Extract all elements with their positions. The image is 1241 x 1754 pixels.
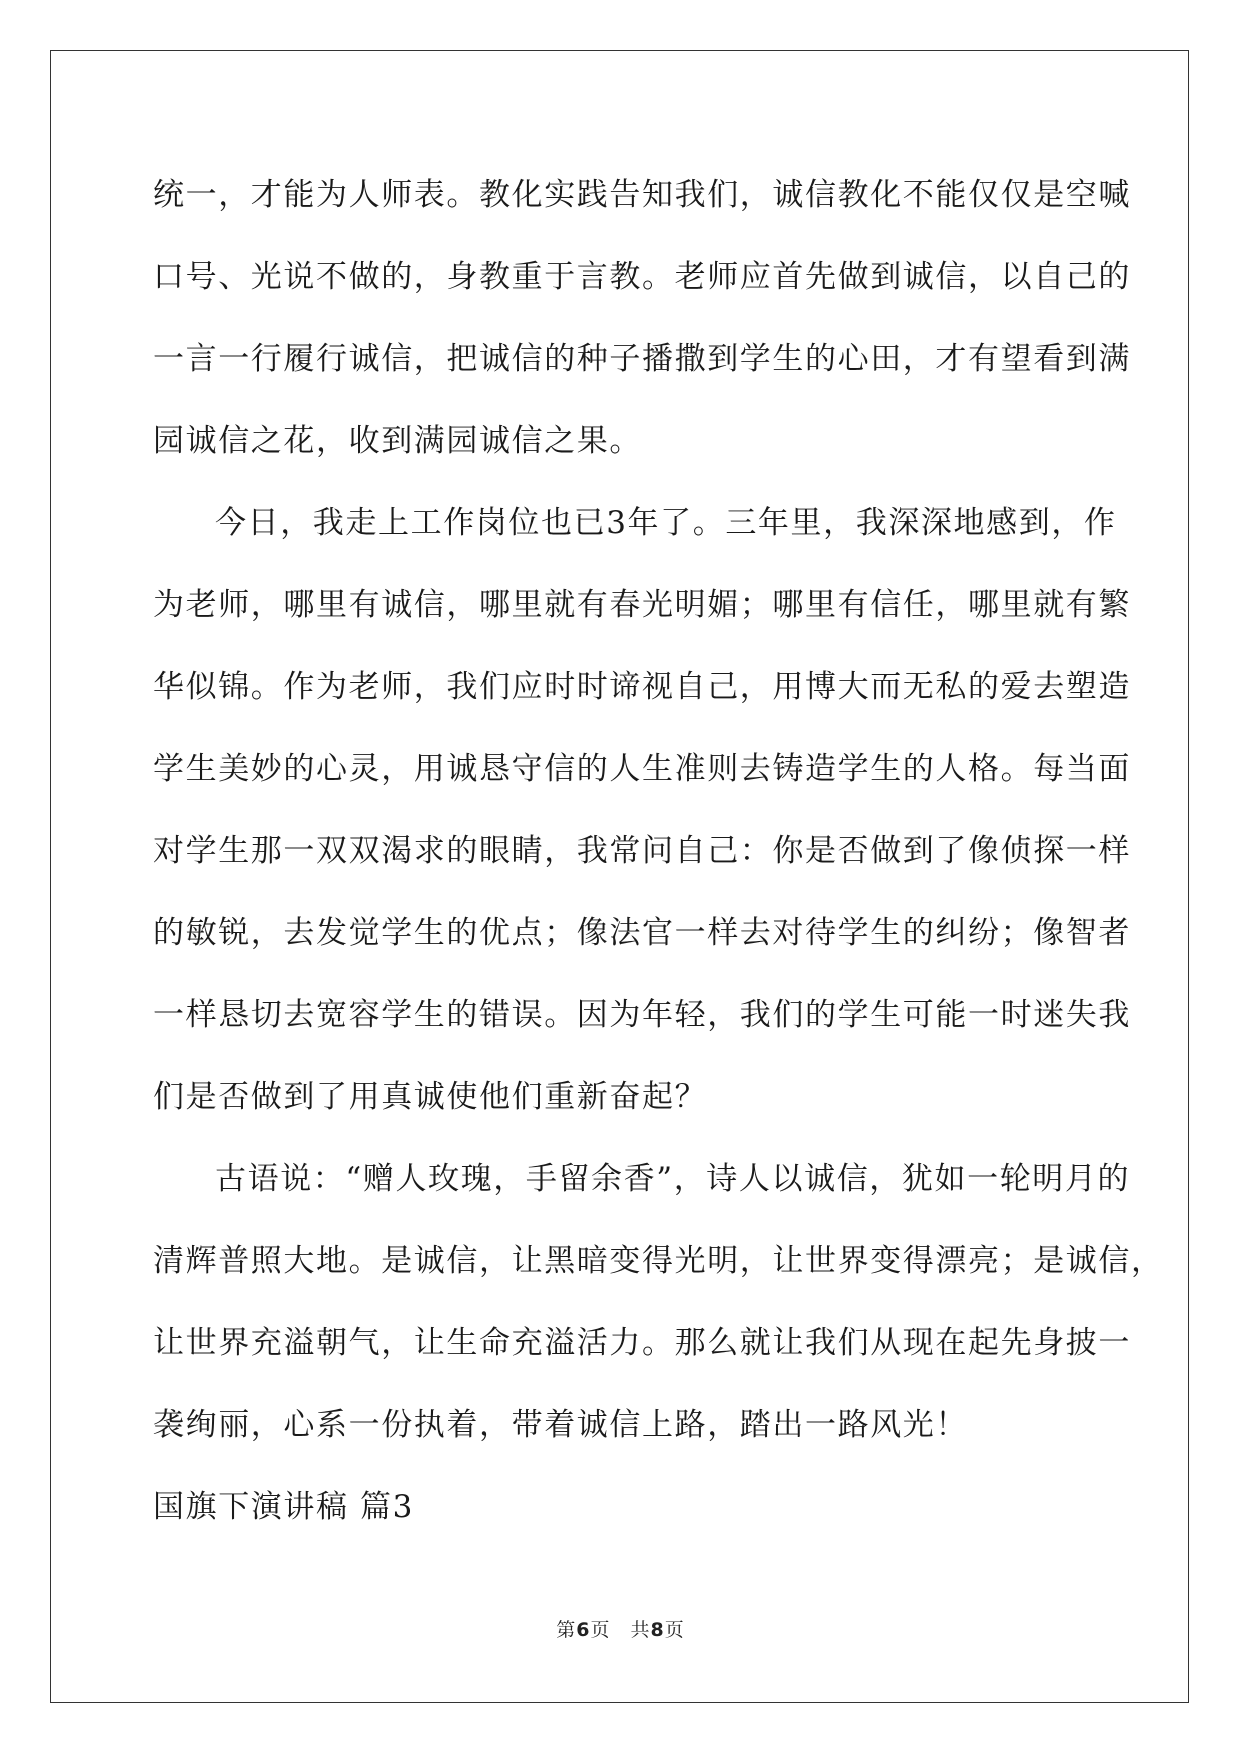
body-line: 华似锦。作为老师，我们应时时谛视自己，用博大而无私的爱去塑造 bbox=[153, 669, 1131, 705]
body-line: 口号、光说不做的，身教重于言教。老师应首先做到诚信，以自己的 bbox=[153, 259, 1131, 295]
body-line: 们是否做到了用真诚使他们重新奋起？ bbox=[153, 1079, 708, 1115]
body-line: 园诚信之花，收到满园诚信之果。 bbox=[153, 423, 642, 459]
body-line: 一言一行履行诚信，把诚信的种子播撒到学生的心田，才有望看到满 bbox=[153, 341, 1131, 377]
body-line: 一样恳切去宽容学生的错误。因为年轻，我们的学生可能一时迷失我 bbox=[153, 997, 1131, 1033]
page-suffix: 页 bbox=[664, 1619, 685, 1641]
document-body bbox=[153, 160, 1164, 1554]
body-line: 统一，才能为人师表。教化实践告知我们，诚信教化不能仅仅是空喊 bbox=[153, 177, 1131, 213]
page-footer bbox=[0, 1615, 1241, 1642]
page-prefix: 第 bbox=[556, 1619, 577, 1641]
paragraph-first-line: 今日，我走上工作岗位也已3年了。三年里，我深深地感到，作 bbox=[215, 505, 1117, 541]
page-mid: 页 共 bbox=[590, 1619, 651, 1641]
body-line: 的敏锐，去发觉学生的优点；像法官一样去对待学生的纠纷；像智者 bbox=[153, 915, 1131, 951]
body-line: 袭绚丽，心系一份执着，带着诚信上路，踏出一路风光！ bbox=[153, 1407, 968, 1443]
body-line: 让世界充溢朝气，让生命充溢活力。那么就让我们从现在起先身披一 bbox=[153, 1325, 1131, 1361]
body-line: 对学生那一双双渴求的眼睛，我常问自己：你是否做到了像侦探一样 bbox=[153, 833, 1131, 869]
section-heading: 国旗下演讲稿 篇3 bbox=[153, 1489, 414, 1525]
body-line: 清辉普照大地。是诚信，让黑暗变得光明，让世界变得漂亮；是诚信， bbox=[153, 1243, 1164, 1279]
page-current-number: 6 bbox=[576, 1619, 591, 1641]
page-total-number: 8 bbox=[650, 1619, 665, 1641]
body-line: 为老师，哪里有诚信，哪里就有春光明媚；哪里有信任，哪里就有繁 bbox=[153, 587, 1131, 623]
paragraph-first-line: 古语说：“赠人玫瑰，手留余香”，诗人以诚信，犹如一轮明月的 bbox=[215, 1161, 1131, 1197]
body-line: 学生美妙的心灵，用诚恳守信的人生准则去铸造学生的人格。每当面 bbox=[153, 751, 1131, 787]
